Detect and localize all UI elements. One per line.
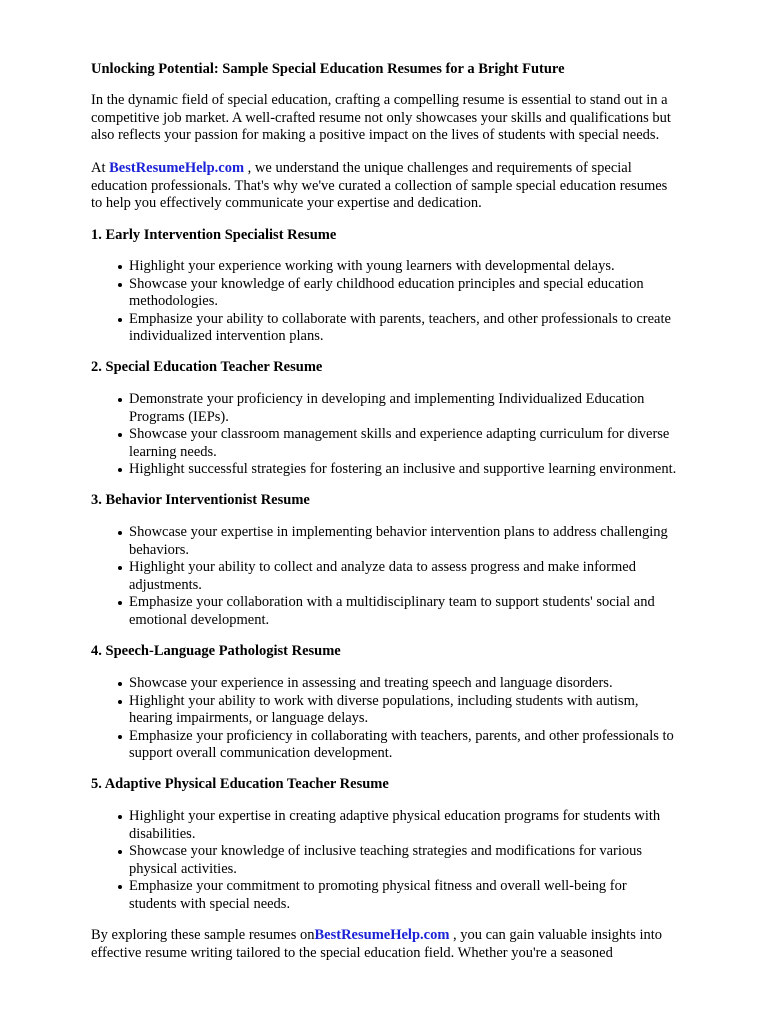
about-line: to help you effectively communicate your expertise and dedication. (91, 195, 482, 211)
list-item-text: emotional development. (129, 611, 270, 628)
about-line (91, 160, 731, 178)
intro-line: also reflects your passion for making a positive impact on the lives of students with special needs. (91, 127, 660, 143)
list-item-text: Showcase your knowledge of early childhood education principles and special education (129, 275, 644, 292)
list-item-text: support overall communication development. (129, 745, 393, 761)
list-item (118, 311, 728, 346)
section-heading-early-intervention: 1. Early Intervention Specialist Resume (91, 227, 337, 243)
bestresumehelp-link-closing[interactable]: BestResumeHelp.com (314, 927, 450, 943)
list-item (118, 808, 728, 843)
bullet-icon (118, 682, 122, 686)
list-item-text: disabilities. (129, 825, 196, 842)
section-heading-adaptive-physical-education: 5. Adaptive Physical Education Teacher Resume (91, 776, 389, 792)
closing-line1-rest: , you can gain valuable insights into (449, 927, 663, 943)
closing-prefix: By exploring these sample resumes on (91, 927, 315, 943)
list-item-text: physical activities. (129, 860, 237, 877)
section-list-adaptive-physical-education (118, 808, 728, 913)
list-item-text: methodologies. (129, 293, 219, 309)
closing-line (91, 927, 731, 945)
list-item (118, 426, 728, 461)
about-line1-rest: , we understand the unique challenges and requirements of special (244, 160, 632, 176)
bullet-icon (118, 265, 122, 269)
list-item-text: learning needs. (129, 443, 217, 460)
list-item (118, 391, 728, 426)
list-item-text: hearing impairments, or language delays. (129, 710, 369, 726)
list-item-text: individualized intervention plans. (129, 328, 324, 344)
intro-line: competitive job market. A well-crafted resume not only showcases your skills and qualifications but (91, 109, 671, 126)
list-item (118, 728, 728, 763)
list-item-text: Highlight your experience working with young learners with developmental delays. (129, 258, 615, 274)
list-item (118, 843, 728, 878)
list-item-text: Emphasize your proficiency in collaborating with teachers, parents, and other professionals to (129, 727, 674, 744)
list-item (118, 693, 728, 728)
bullet-icon (118, 468, 122, 472)
bullet-icon (118, 398, 122, 402)
bullet-icon (118, 318, 122, 322)
closing-paragraph (91, 927, 731, 962)
about-line: education professionals. That's why we've curated a collection of sample special education resumes (91, 177, 668, 194)
bullet-icon (118, 283, 122, 287)
about-prefix: At (91, 160, 110, 176)
list-item (118, 276, 728, 311)
section-heading-special-education-teacher: 2. Special Education Teacher Resume (91, 359, 323, 375)
list-item-text: Highlight successful strategies for fostering an inclusive and supportive learning environment. (129, 461, 677, 477)
section-heading-behavior-interventionist: 3. Behavior Interventionist Resume (91, 492, 310, 508)
bullet-icon (118, 531, 122, 535)
list-item-text: Emphasize your commitment to promoting physical fitness and overall well-being for (129, 878, 627, 894)
list-item (118, 461, 728, 479)
section-list-early-intervention (118, 258, 728, 346)
list-item-text: Highlight your expertise in creating adaptive physical education programs for students with (129, 808, 661, 824)
list-item-text: Showcase your knowledge of inclusive teaching strategies and modifications for various (129, 843, 643, 859)
bullet-icon (118, 815, 122, 819)
list-item (118, 258, 728, 276)
about-paragraph (91, 160, 731, 213)
list-item (118, 878, 728, 913)
list-item-text: adjustments. (129, 576, 202, 593)
list-item-text: Highlight your ability to work with diverse populations, including students with autism, (129, 692, 639, 709)
section-heading-speech-language-pathologist: 4. Speech-Language Pathologist Resume (91, 643, 341, 659)
section-list-behavior-interventionist (118, 524, 728, 629)
list-item-text: behaviors. (129, 541, 189, 558)
list-item-text: Showcase your classroom management skills and experience adapting curriculum for diverse (129, 426, 670, 442)
intro-line: In the dynamic field of special education, crafting a compelling resume is essential to stand out in a (91, 92, 668, 108)
list-item-text: Emphasize your collaboration with a multidisciplinary team to support students' social and (129, 594, 655, 610)
bestresumehelp-link[interactable]: BestResumeHelp.com (109, 160, 245, 176)
closing-line: effective resume writing tailored to the special education field. Whether you're a seasoned (91, 944, 613, 961)
section-list-speech-language-pathologist (118, 675, 728, 763)
list-item (118, 559, 728, 594)
bullet-icon (118, 566, 122, 570)
list-item-text: Showcase your experience in assessing and treating speech and language disorders. (129, 675, 613, 691)
bullet-icon (118, 433, 122, 437)
bullet-icon (118, 601, 122, 605)
list-item-text: Programs (IEPs). (129, 408, 229, 425)
list-item-text: Highlight your ability to collect and analyze data to assess progress and make informed (129, 559, 636, 575)
bullet-icon (118, 700, 122, 704)
bullet-icon (118, 850, 122, 854)
list-item-text: Emphasize your ability to collaborate with parents, teachers, and other professionals to create (129, 310, 671, 327)
section-list-special-education-teacher (118, 391, 728, 479)
list-item (118, 675, 728, 693)
list-item-text: Showcase your expertise in implementing behavior intervention plans to address challenging (129, 524, 668, 540)
list-item-text: Demonstrate your proficiency in developing and implementing Individualized Education (129, 391, 645, 407)
list-item (118, 594, 728, 629)
list-item (118, 524, 728, 559)
bullet-icon (118, 735, 122, 739)
intro-paragraph (91, 92, 731, 145)
list-item-text: students with special needs. (129, 895, 291, 912)
bullet-icon (118, 885, 122, 889)
page-title: Unlocking Potential: Sample Special Education Resumes for a Bright Future (91, 61, 565, 77)
